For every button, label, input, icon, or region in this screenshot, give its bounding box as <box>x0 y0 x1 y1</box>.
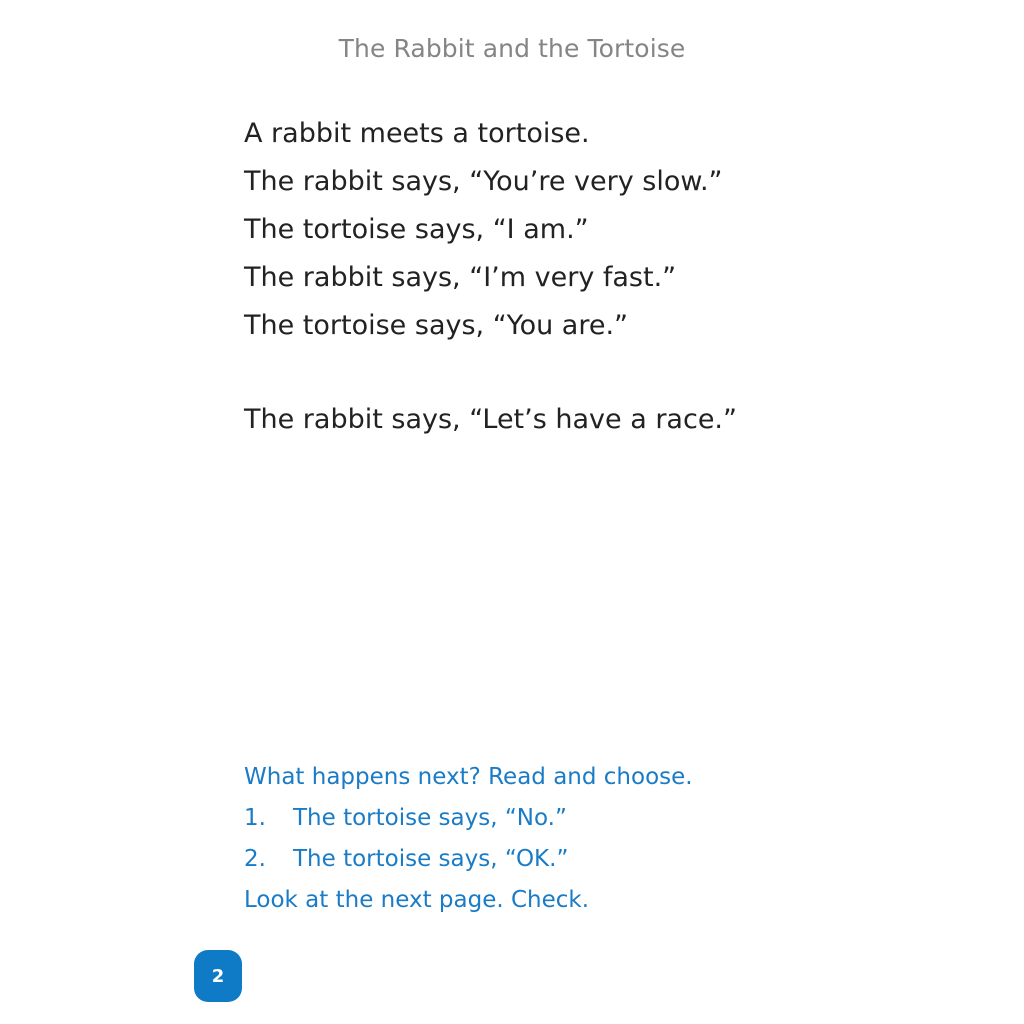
story-line: The tortoise says, “You are.” <box>244 310 629 341</box>
choice-item-1 <box>244 798 1004 839</box>
activity-section <box>244 757 1004 921</box>
activity-prompt: What happens next? Read and choose. <box>244 764 693 790</box>
choice-text: The tortoise says, “OK.” <box>293 846 569 872</box>
choice-text: The tortoise says, “No.” <box>293 805 567 831</box>
story-line: The rabbit says, “You’re very slow.” <box>244 166 723 197</box>
story-line: The rabbit says, “Let’s have a race.” <box>244 404 738 435</box>
choice-item-2 <box>244 839 1004 880</box>
choice-number: 2. <box>244 846 266 872</box>
activity-instruction: Look at the next page. Check. <box>244 887 590 913</box>
page-title: The Rabbit and the Tortoise <box>338 34 686 63</box>
story-line: A rabbit meets a tortoise. <box>244 118 590 149</box>
choice-number: 1. <box>244 805 266 831</box>
story-text <box>244 110 1004 444</box>
story-line: The rabbit says, “I’m very fast.” <box>244 262 677 293</box>
page-number-badge: 2 <box>194 950 242 1002</box>
story-line: The tortoise says, “I am.” <box>244 214 589 245</box>
